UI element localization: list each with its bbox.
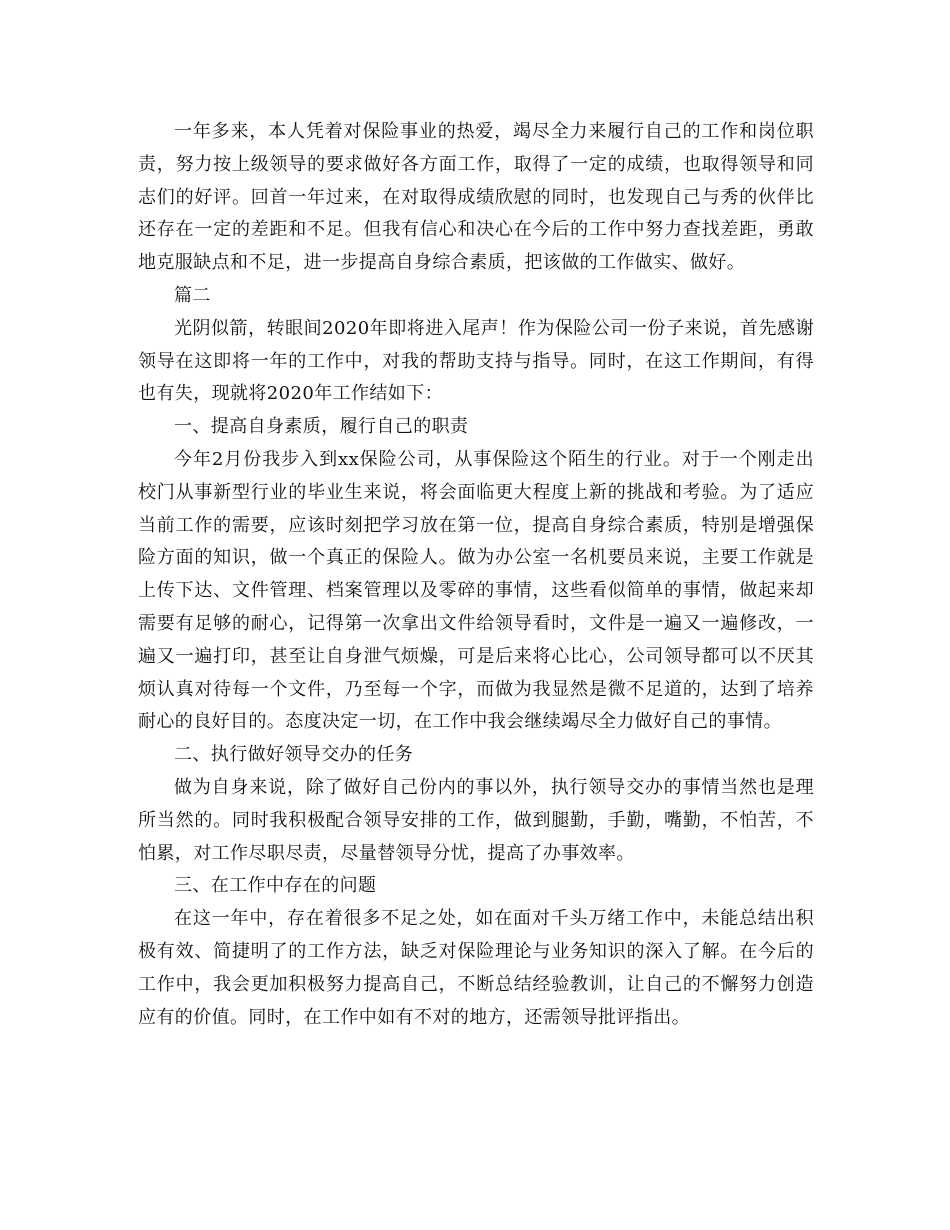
- heading-existing-problems: 三、在工作中存在的问题: [174, 875, 377, 897]
- section-heading-part-two: 篇二: [174, 284, 211, 306]
- paragraph-existing-problems: 在这一年中，存在着很多不足之处，如在面对千头万绪工作中，未能总结出积极有效、简捷明了的工作方法，缺乏对保险理论与业务知识的深入了解。在今后的工作中，我会更加积极努力提高自己，不断总结经验教训，让自己的不懈努力创造应有的价值。同时，在工作中如有不对的地方，还需领导批评指出。: [138, 908, 814, 1028]
- paragraph-execute-tasks: 做为自身来说，除了做好自己份内的事以外，执行领导交办的事情当然也是理所当然的。同时我积极配合领导安排的工作，做到腿勤，手勤，嘴勤，不怕苦，不怕累，对工作尽职尽责，尽量替领导分忧，提高了办事效率。: [138, 776, 814, 864]
- paragraph-improve-quality: 今年2月份我步入到xx保险公司，从事保险这个陌生的行业。对于一个刚走出校门从事新型行业的毕业生来说，将会面临更大程度上新的挑战和考验。为了适应当前工作的需要，应该时刻把学习放在第一位，提高自身综合素质，特别是增强保险方面的知识，做一个真正的保险人。做为办公室一名机要员来说，主要工作就是上传下达、文件管理、档案管理以及零碎的事情，这些看似简单的事情，做起来却需要有足够的耐心，记得第一次拿出文件给领导看时，文件是一遍又一遍修改，一遍又一遍打印，甚至让自身泄气烦燥，可是后来将心比心，公司领导都可以不厌其烦认真对待每一个文件，乃至每一个字，而做为我显然是微不足道的，达到了培养耐心的良好目的。态度决定一切，在工作中我会继续竭尽全力做好自己的事情。: [138, 448, 814, 733]
- heading-execute-tasks: 二、执行做好领导交办的任务: [174, 744, 414, 766]
- heading-improve-quality: 一、提高自身素质，履行自己的职责: [174, 416, 469, 438]
- document-page: [138, 116, 814, 1034]
- paragraph-summary-intro: 一年多来，本人凭着对保险事业的热爱，竭尽全力来履行自己的工作和岗位职责，努力按上级领导的要求做好各方面工作，取得了一定的成绩，也取得领导和同志们的好评。回首一年过来，在对取得成绩欣慰的同时，也发现自己与秀的伙伴比还存在一定的差距和不足。但我有信心和决心在今后的工作中努力查找差距，勇敢地克服缺点和不足，进一步提高自身综合素质，把该做的工作做实、做好。: [138, 121, 814, 274]
- paragraph-opening: 光阴似箭，转眼间2020年即将进入尾声！作为保险公司一份子来说，首先感谢领导在这即将一年的工作中，对我的帮助支持与指导。同时，在这工作期间，有得也有失，现就将2020年工作结如下：: [138, 317, 814, 405]
